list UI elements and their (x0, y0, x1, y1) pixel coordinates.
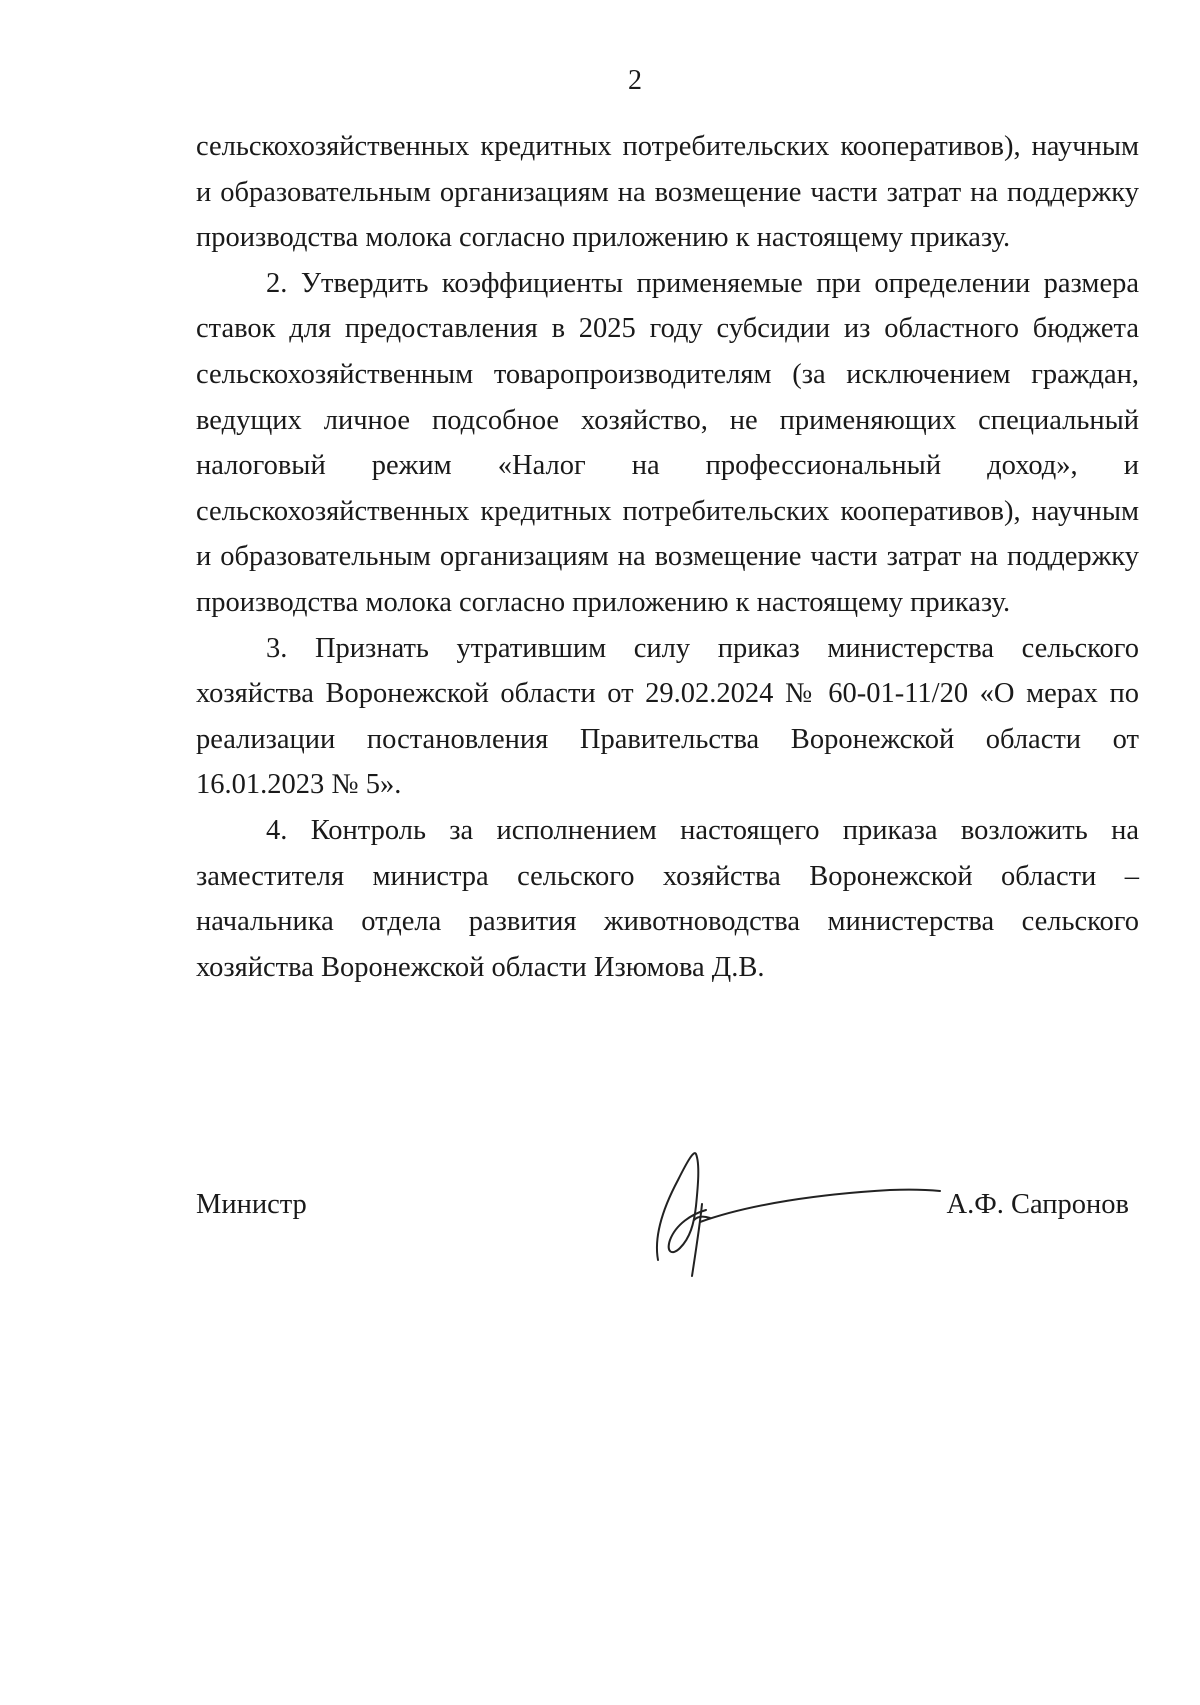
paragraph-item-4: 4. Контроль за исполнением настоящего приказа возложить на заместителя министра сельского хозяйства Воронежской области – начальника отдела развития животноводства министерства сельского хозяйства Воронежской области Изюмова Д.В. (196, 814, 1139, 983)
paragraph-continuation: сельскохозяйственных кредитных потребительских кооперативов), научным и образовательным организациям на возмещение части затрат на поддержку производства молока согласно приложению к настоящему приказу. (196, 131, 1139, 254)
signature-block (196, 1176, 1129, 1236)
signatory-name: А.Ф. Сапронов (946, 1189, 1129, 1220)
document-body (196, 124, 1139, 990)
paragraph-item-3: 3. Признать утратившим силу приказ министерства сельского хозяйства Воронежской области от 29.02.2024 № 60-01-11/20 «О мерах по реализации постановления Правительства Воронежской области от 16.01.2023 № 5». (196, 632, 1139, 801)
paragraph-item-2: 2. Утвердить коэффициенты применяемые при определении размера ставок для предоставления в 2025 году субсидии из областного бюджета сельскохозяйственным товаропроизводителям (за исключением граждан, ведущих личное подсобное хозяйство, не применяющих специальный налоговый режим «Налог на профессиональный доход», и сельскохозяйственных кредитных потребительских кооперативов), научным и образовательным организациям на возмещение части затрат на поддержку производства молока согласно приложению к настоящему приказу. (196, 267, 1139, 618)
signatory-title: Министр (196, 1189, 307, 1220)
page-number: 2 (628, 65, 642, 96)
